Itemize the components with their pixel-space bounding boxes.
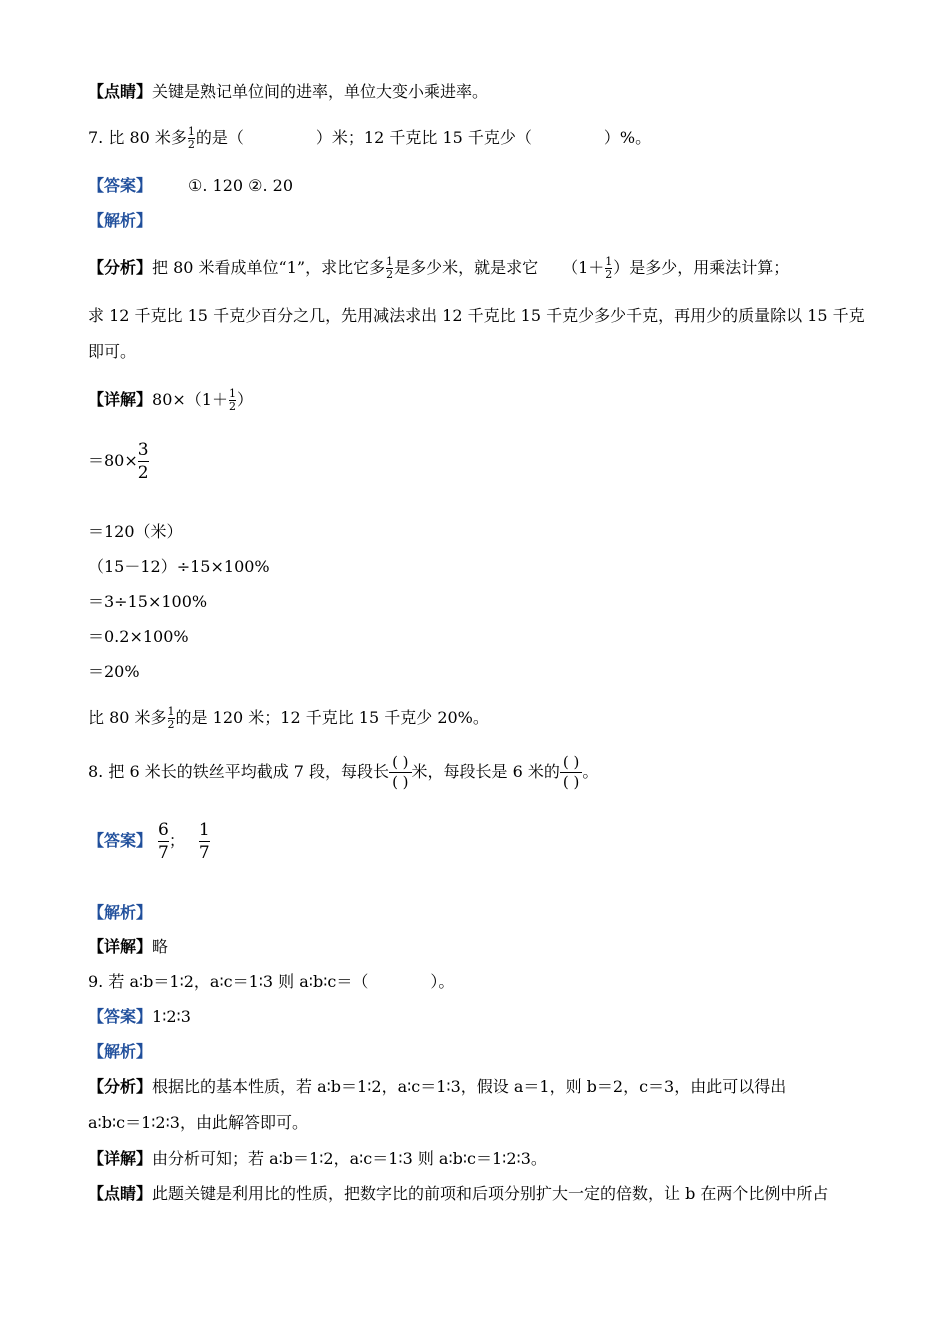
fraction-numerator: 1 (198, 820, 210, 840)
q8-answer-separator: ； (168, 831, 185, 850)
q7-jiexi-line (88, 211, 152, 231)
fraction-numerator: 6 (158, 820, 169, 840)
q8-xiangjie-text: 略 (152, 937, 169, 956)
q8-text-c: 。 (582, 762, 599, 781)
q7-step-1 (88, 436, 149, 486)
fraction-numerator: 1 (605, 255, 613, 268)
q7-step1-text: ＝80× (88, 451, 138, 470)
q7-step-3 (88, 557, 270, 577)
q7-fenxi-text-2: 求 12 千克比 15 千克少百分之几，先用减法求出 12 千克比 15 千克少多少千克，再用少的质量除以 15 千克 (88, 306, 865, 325)
tag-jiexi: 【解析】 (88, 1042, 153, 1061)
q8-answer-fraction-2 (199, 819, 210, 864)
q7-fenxi-line (88, 250, 789, 286)
fraction-denominator-blank: ( ) (560, 772, 582, 792)
q9-xiangjie-line (88, 1149, 547, 1169)
q8-blank-fraction-2 (560, 753, 582, 792)
fraction-denominator: 7 (198, 843, 210, 863)
q7-fenxi-line-3 (88, 342, 136, 362)
q8-blank-fraction-1 (389, 753, 411, 792)
q9-answer: 1∶2∶3 (152, 1007, 191, 1026)
q7-text-b: 的是（ (195, 128, 244, 147)
dianjing-line (88, 82, 488, 102)
fraction-half (605, 256, 612, 281)
q7-step-2 (88, 522, 183, 542)
q9-fenxi-text-1: 根据比的基本性质，若 a∶b＝1∶2，a∶c＝1∶3，假设 a＝1，则 b＝2，c＝3，由此可以得出 (152, 1077, 787, 1096)
q8-jiexi-line (88, 903, 152, 923)
tag-answer: 【答案】 (88, 176, 153, 195)
q7-text-c: ）米；12 千克比 15 千克少（ (315, 128, 532, 147)
q9-dianjing-text: 此题关键是利用比的性质，把数字比的前项和后项分别扩大一定的倍数，让 b 在两个比例中所占 (152, 1184, 829, 1203)
q7-conclusion-a: 比 80 米多 (88, 708, 167, 727)
fraction-half (229, 388, 236, 413)
fraction-denominator: 2 (605, 268, 613, 281)
tag-xiangjie: 【详解】 (88, 937, 153, 956)
fraction-numerator-blank: ( ) (392, 753, 409, 771)
q7-fenxi-text-3: 即可。 (88, 342, 137, 361)
tag-jiexi: 【解析】 (88, 903, 153, 922)
q7-answer-line (88, 176, 293, 196)
tag-jiexi: 【解析】 (88, 211, 153, 230)
question-8 (88, 750, 598, 794)
q7-fenxi-c: （1＋ (562, 258, 605, 277)
q9-dianjing-line (88, 1184, 828, 1204)
q7-fenxi-b: 是多少米，就是求它 (394, 258, 539, 277)
q7-step5-text: ＝0.2×100% (88, 627, 189, 646)
q7-conclusion (88, 700, 489, 736)
tag-xiangjie: 【详解】 (88, 1149, 153, 1168)
tag-dianjing: 【点睛】 (88, 82, 153, 101)
q9-fenxi-line (88, 1077, 786, 1097)
q7-xiangjie-line (88, 382, 253, 418)
tag-answer: 【答案】 (88, 831, 153, 850)
q7-text-a: 7. 比 80 米多 (88, 128, 187, 147)
fraction-numerator: 1 (167, 705, 175, 718)
tag-answer: 【答案】 (88, 1007, 153, 1026)
q7-answer: ①. 120 ②. 20 (188, 176, 294, 195)
q8-xiangjie-line (88, 937, 168, 957)
fraction-denominator: 2 (137, 463, 149, 483)
q8-answer-fraction-1 (158, 819, 169, 864)
q7-step2-text: ＝120（米） (88, 522, 183, 541)
q7-fenxi-line-2 (88, 306, 865, 326)
q9-jiexi-line (88, 1042, 152, 1062)
fraction-denominator: 7 (158, 843, 169, 863)
fraction-three-halves (138, 439, 149, 484)
q9-xiangjie-text: 由分析可知；若 a∶b＝1∶2，a∶c＝1∶3 则 a∶b∶c＝1∶2∶3。 (152, 1149, 547, 1168)
dianjing-text: 关键是熟记单位间的进率，单位大变小乘进率。 (152, 82, 489, 101)
q7-step3-text: （15－12）÷15×100% (88, 557, 270, 576)
fraction-numerator: 1 (228, 387, 236, 400)
q7-fenxi-d: ）是多少，用乘法计算； (613, 258, 790, 277)
q9-fenxi-line-2 (88, 1113, 308, 1133)
fraction-denominator: 2 (386, 268, 394, 281)
q7-fraction-half (188, 126, 195, 151)
tag-fenxi: 【分析】 (88, 1077, 153, 1096)
q7-step-6 (88, 662, 140, 682)
fraction-half (386, 256, 393, 281)
question-9 (88, 972, 454, 992)
q9-text-a: 9. 若 a∶b＝1∶2，a∶c＝1∶3 则 a∶b∶c＝（ (88, 972, 369, 991)
q7-step6-text: ＝20% (88, 662, 140, 681)
question-7 (88, 120, 651, 156)
tag-fenxi: 【分析】 (88, 258, 153, 277)
q7-xiangjie-a: 80×（1＋ (152, 390, 228, 409)
fraction-denominator: 2 (187, 138, 195, 151)
tag-dianjing: 【点睛】 (88, 1184, 153, 1203)
q7-xiangjie-b: ） (236, 390, 253, 409)
fraction-numerator-blank: ( ) (562, 753, 580, 771)
q7-step-5 (88, 627, 189, 647)
fraction-denominator: 2 (228, 400, 236, 413)
q7-step-4 (88, 592, 207, 612)
q8-text-a: 8. 把 6 米长的铁丝平均截成 7 段，每段长 (88, 762, 390, 781)
q9-text-b: ）。 (430, 972, 455, 991)
q7-fenxi-a: 把 80 米看成单位“1”，求比它多 (152, 258, 386, 277)
q7-conclusion-b: 的是 120 米；12 千克比 15 千克少 20%。 (175, 708, 489, 727)
q7-text-d: ）%。 (603, 128, 652, 147)
tag-xiangjie: 【详解】 (88, 390, 153, 409)
fraction-denominator: 2 (167, 718, 175, 731)
q8-answer-line (88, 816, 210, 866)
fraction-half (168, 706, 175, 731)
q9-answer-line (88, 1007, 191, 1027)
fraction-denominator-blank: ( ) (389, 772, 411, 792)
fraction-numerator: 1 (187, 125, 195, 138)
q7-step4-text: ＝3÷15×100% (88, 592, 208, 611)
fraction-numerator: 1 (386, 255, 394, 268)
fraction-numerator: 3 (137, 440, 149, 460)
q8-text-b: 米，每段长是 6 米的 (411, 762, 560, 781)
q9-fenxi-text-2: a∶b∶c＝1∶2∶3，由此解答即可。 (88, 1113, 308, 1132)
